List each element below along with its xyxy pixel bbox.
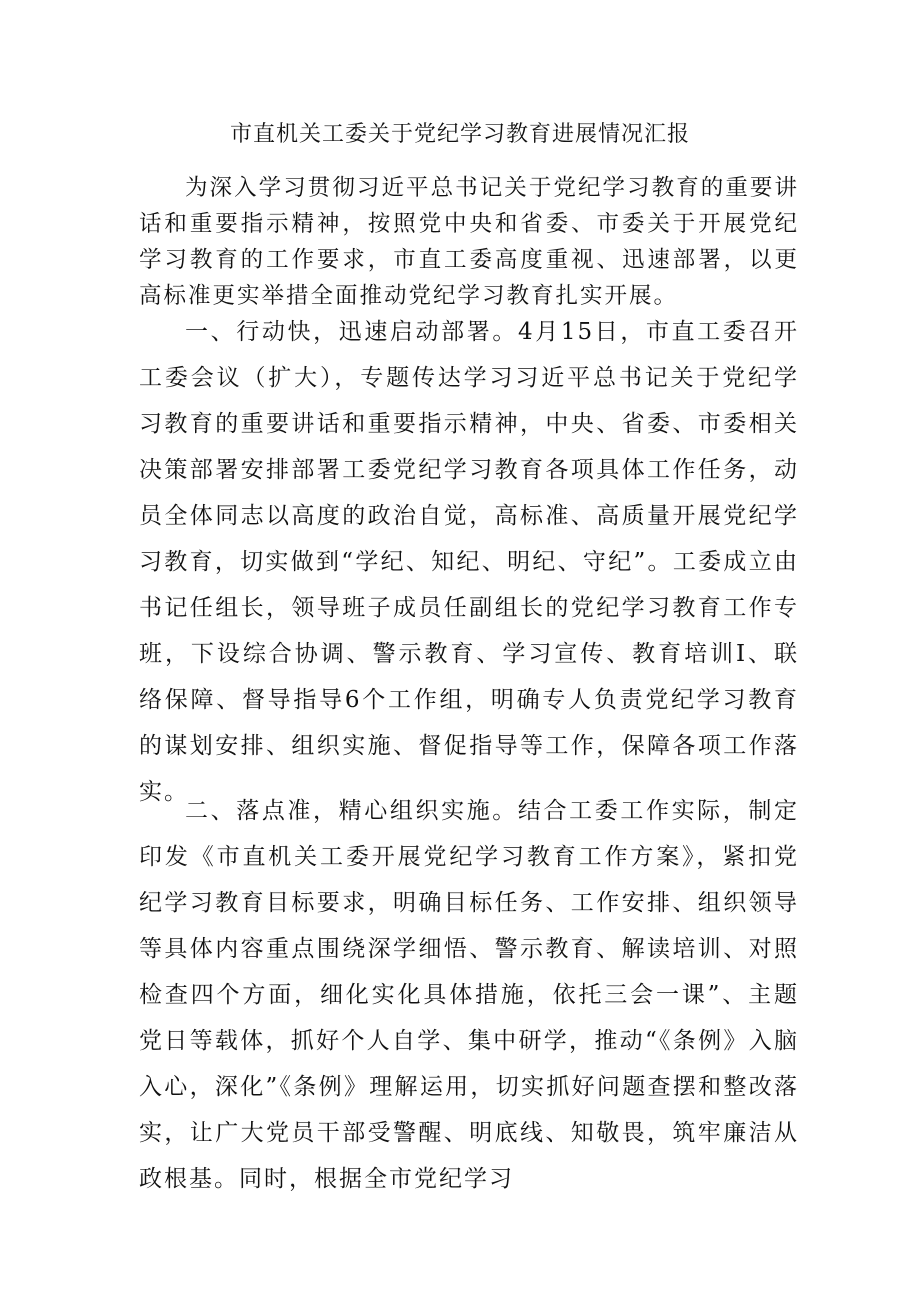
section-one-paragraph: 一、行动快，迅速启动部署。4月15日，市直工委召开工委会议（扩大），专题传达学习习近平总书记关于党纪学习教育的重要讲话和重要指示精神，中央、省委、市委相关决策部署安排部署工委党纪学习教育各项具体工作任务，动员全体同志以高度的政治自觉，高标准、高质量开展党纪学习教育，切实做到“学纪、知纪、明纪、守纪”。工委成立由书记任组长，领导班子成员任副组长的党纪学习教育工作专班，下设综合协调、警示教育、学习宣传、教育培训I、联络保障、督导指导6个工作组，明确专人负责党纪学习教育的谋划安排、组织实施、督促指导等工作，保障各项工作落实。	[139, 319, 799, 805]
document-title: 市直机关工委关于党纪学习教育进展情况汇报	[229, 122, 690, 147]
section-two-paragraph: 二、落点准，精心组织实施。结合工委工作实际，制定印发《市直机关工委开展党纪学习教育工作方案》，紧扣党纪学习教育目标要求，明确目标任务、工作安排、组织领导等具体内容重点围绕深学细悟、警示教育、解读培训、对照检查四个方面，细化实化具体措施，依托三会一课”、主题党日等载体，抓好个人自学、集中研学，推动“《条例》入脑入心，深化”《条例》理解运用，切实抓好问题查摆和整改落实，让广大党员干部受警醒、明底线、知敬畏，筑牢廉洁从政根基。同时，根据全市党纪学习	[139, 798, 799, 1192]
intro-paragraph: 为深入学习贯彻习近平总书记关于党纪学习教育的重要讲话和重要指示精神，按照党中央和省委、市委关于开展党纪学习教育的工作要求，市直工委高度重视、迅速部署，以更高标准更实举措全面推动党纪学习教育扎实开展。	[139, 175, 799, 309]
